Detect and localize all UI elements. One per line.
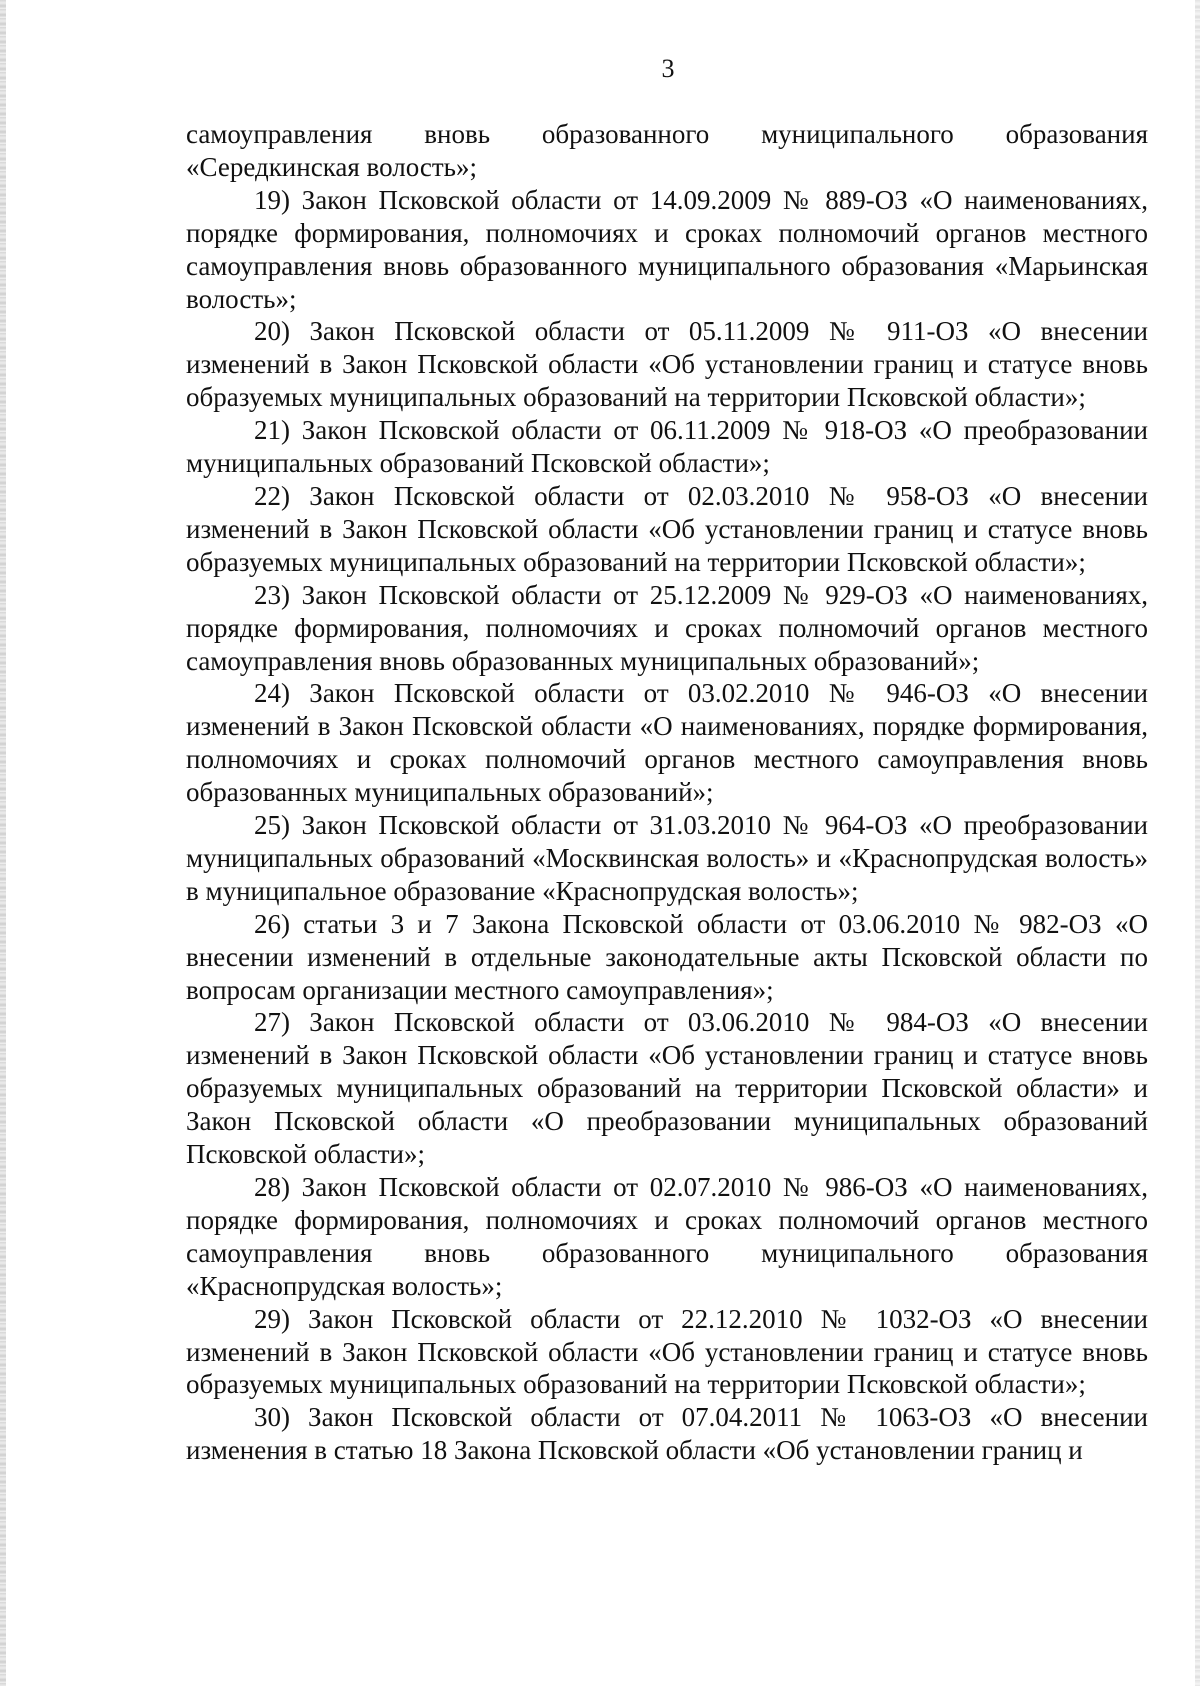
- list-item-19: 19) Закон Псковской области от 14.09.2009 № 889-ОЗ «О наименованиях, порядке формирования, полномочиях и сроках полномочий органов местного самоуправления вновь образованного муниципального образования «Марьинская волость»;: [186, 184, 1148, 314]
- list-item-28: 28) Закон Псковской области от 02.07.2010 № 986-ОЗ «О наименованиях, порядке формирования, полномочиях и сроках полномочий органов местного самоуправления вновь образованного муниципального образования «Краснопрудская волость»;: [186, 1172, 1148, 1301]
- paragraph-continuation: самоуправления вновь образованного муниципального образования «Середкинская волость»;: [186, 119, 1148, 182]
- list-item-20: 20) Закон Псковской области от 05.11.2009 № 911-ОЗ «О внесении изменений в Закон Псковской области «Об установлении границ и статусе вновь образуемых муниципальных образований на территории Псковской области»;: [186, 316, 1148, 413]
- list-item-30: 30) Закон Псковской области от 07.04.2011 № 1063-ОЗ «О внесении изменения в статью 18 Закона Псковской области «Об установлении границ и: [186, 1402, 1148, 1466]
- list-item-23: 23) Закон Псковской области от 25.12.2009 № 929-ОЗ «О наименованиях, порядке формирования, полномочиях и сроках полномочий органов местного самоуправления вновь образованных муниципальных образований»;: [186, 579, 1148, 676]
- list-item-25: 25) Закон Псковской области от 31.03.2010 № 964-ОЗ «О преобразовании муниципальных образований «Москвинская волость» и «Краснопрудская волость» в муниципальное образование «Краснопрудская волость»;: [186, 810, 1148, 906]
- scan-edge-left: [0, 0, 6, 1686]
- list-item-29: 29) Закон Псковской области от 22.12.2010 № 1032-ОЗ «О внесении изменений в Закон Псковской области «Об установлении границ и статусе вновь образуемых муниципальных образований на территории Псковской области»;: [186, 1303, 1148, 1400]
- list-item-26: 26) статьи 3 и 7 Закона Псковской области от 03.06.2010 № 982-ОЗ «О внесении изменений в отдельные законодательные акты Псковской области по вопросам организации местного самоуправления»;: [186, 908, 1148, 1005]
- scan-edge-right: [1195, 0, 1200, 1686]
- page-number: 3: [661, 54, 675, 83]
- list-item-24: 24) Закон Псковской области от 03.02.2010 № 946-ОЗ «О внесении изменений в Закон Псковской области «О наименованиях, порядке формирования, полномочиях и сроках полномочий органов местного самоуправления вновь образованных муниципальных образований»;: [186, 678, 1148, 808]
- list-item-21: 21) Закон Псковской области от 06.11.2009 № 918-ОЗ «О преобразовании муниципальных образований Псковской области»;: [186, 415, 1148, 479]
- document-body: [186, 118, 1148, 1467]
- list-item-27: 27) Закон Псковской области от 03.06.2010 № 984-ОЗ «О внесении изменений в Закон Псковской области «Об установлении границ и статусе вновь образуемых муниципальных образований на территории Псковской области» и Закон Псковской области «О преобразовании муниципальных образований Псковской области»;: [186, 1007, 1148, 1170]
- list-item-22: 22) Закон Псковской области от 02.03.2010 № 958-ОЗ «О внесении изменений в Закон Псковской области «Об установлении границ и статусе вновь образуемых муниципальных образований на территории Псковской области»;: [186, 480, 1148, 577]
